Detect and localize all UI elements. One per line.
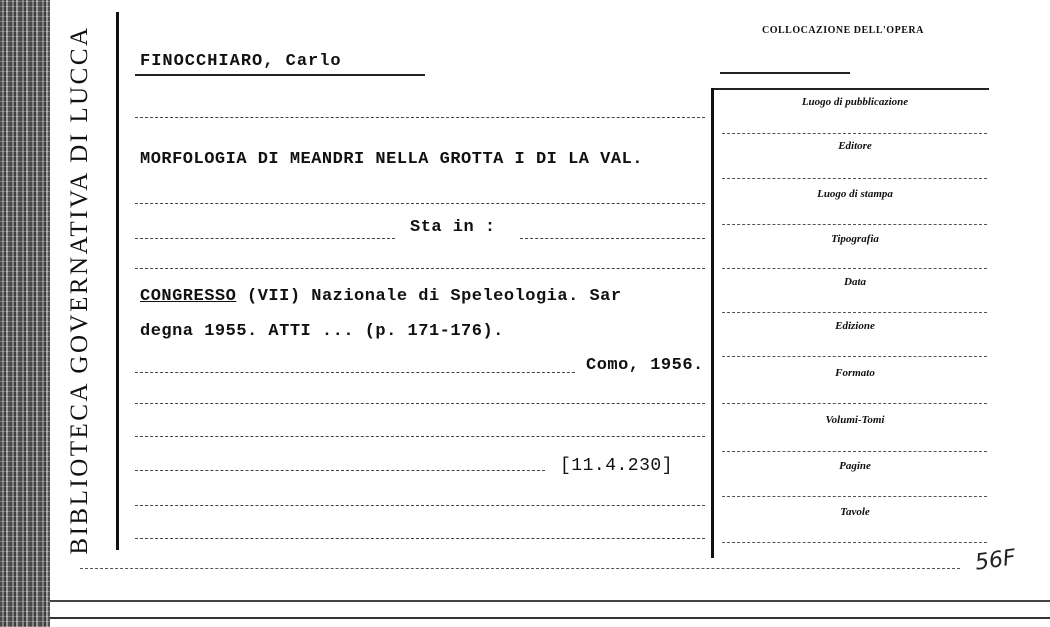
rule-3a <box>135 238 395 239</box>
binding-strip <box>0 0 50 627</box>
field-luogo-pubblicazione: Luogo di pubblicazione <box>801 96 909 108</box>
rule-7 <box>135 436 705 437</box>
field-rule-2 <box>722 178 987 179</box>
field-data: Data <box>844 276 866 288</box>
field-rule-8 <box>722 451 987 452</box>
author-rule-right <box>720 72 850 74</box>
congress-heading: CONGRESSO <box>140 287 237 306</box>
sta-in-label: Sta in : <box>410 218 496 237</box>
right-column-border <box>711 88 714 558</box>
rule-3b <box>520 238 705 239</box>
rule-6 <box>135 403 705 404</box>
library-name: BIBLIOTECA GOVERNATIVA DI LUCCA <box>66 25 93 555</box>
margin-rule <box>116 12 119 550</box>
rule-8 <box>135 470 545 471</box>
field-tipografia: Tipografia <box>831 233 879 245</box>
field-rule-9 <box>722 496 987 497</box>
field-editore: Editore <box>838 140 872 152</box>
field-rule-10 <box>722 542 987 543</box>
rule-5 <box>135 372 575 373</box>
field-rule-1 <box>722 133 987 134</box>
rule-1 <box>135 117 705 118</box>
field-rule-3 <box>722 224 987 225</box>
field-volumi-tomi: Volumi-Tomi <box>825 414 885 426</box>
place-date: Como, 1956. <box>586 356 704 375</box>
card-edge-2 <box>50 617 1050 619</box>
rule-4 <box>135 268 705 269</box>
congress-rest: (VII) Nazionale di Speleologia. Sar <box>236 287 622 306</box>
field-edizione: Edizione <box>835 320 875 332</box>
rule-2 <box>135 203 705 204</box>
author-underline <box>135 74 425 76</box>
field-luogo-stampa: Luogo di stampa <box>817 188 893 200</box>
field-rule-7 <box>722 403 987 404</box>
field-pagine: Pagine <box>839 460 871 472</box>
author-line: FINOCCHIARO, Carlo <box>140 52 342 71</box>
field-rule-5 <box>722 312 987 313</box>
congress-line <box>140 287 622 306</box>
congress-line-2: degna 1955. ATTI ... (p. 171-176). <box>140 322 504 341</box>
title-line: MORFOLOGIA DI MEANDRI NELLA GROTTA I DI LA VAL. <box>140 150 643 169</box>
field-formato: Formato <box>835 367 875 379</box>
field-rule-4 <box>722 268 987 269</box>
rule-9 <box>135 505 705 506</box>
location-header: COLLOCAZIONE DELL'OPERA <box>762 25 924 36</box>
shelfmark: [11.4.230] <box>560 456 674 476</box>
handwritten-note: 56F <box>973 545 1018 576</box>
field-tavole: Tavole <box>840 506 870 518</box>
card-edge <box>50 600 1050 602</box>
rule-10 <box>135 538 705 539</box>
field-rule-6 <box>722 356 987 357</box>
right-column-top <box>714 88 989 90</box>
card-bottom-dash <box>80 568 960 569</box>
